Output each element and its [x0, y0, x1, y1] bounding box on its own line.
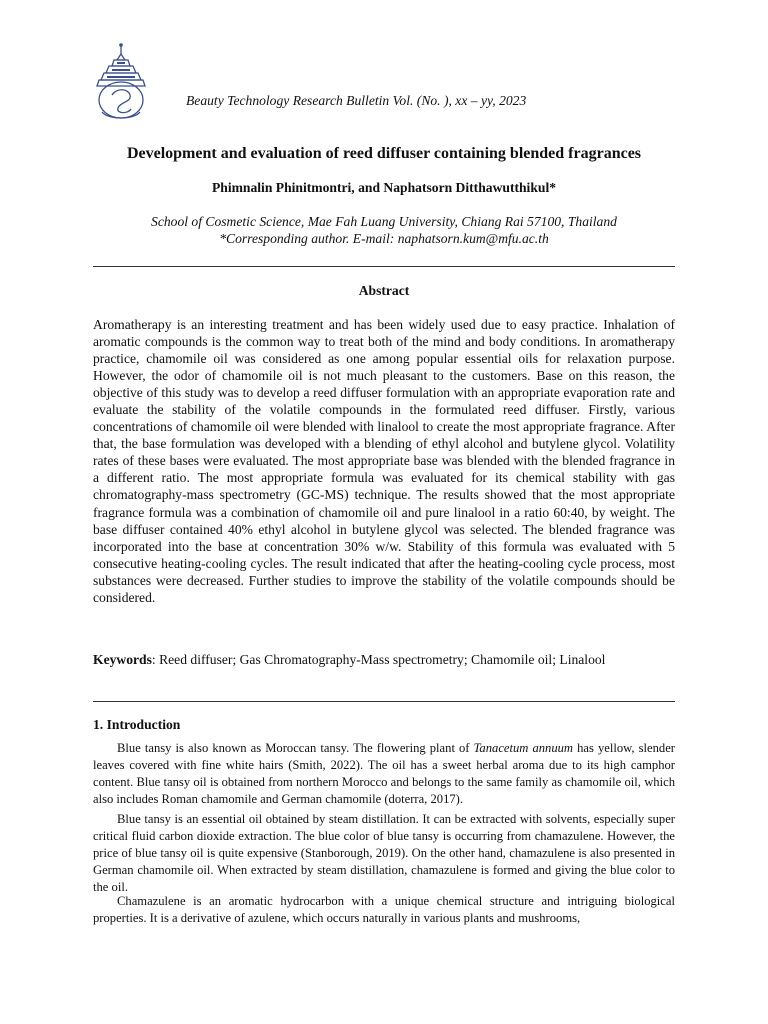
- author-list: Phimnalin Phinitmontri, and Naphatsorn Ditthawutthikul*: [211, 180, 557, 195]
- intro-paragraph-1: [93, 740, 675, 808]
- species-name: Tanacetum annuum: [473, 741, 574, 755]
- abstract-body: Aromatherapy is an interesting treatment and has been widely used due to easy practice. Inhalation of aromatic compounds is the common way to treat both of the mind and body conditions. In aromatherapy practice, chamomile oil was considered as one among popular essential oils for relaxation purpose. However, the odor of chamomile oil is not much pleasant to the customers. Base on this reason, the objective of this study was to develop a reed diffuser formulation with an appropriate evaporation rate and evaluate the stability of the volatile compounds in the formulated reed diffuser. Firstly, various concentrations of chamomile oil were blended with linalool to create the most appropriate fragrance. After that, the base formulation was developed with a blending of ethyl alcohol and butylene glycol. Volatility rates of these bases were evaluated. The most appropriate base was blended with the blended fragrance in a different ratio. The most appropriate formula was evaluated for its chemical stability with gas chromatography-mass spectrometry (GC-MS) technique. The results showed that the most appropriate fragrance formula was a combination of chamomile oil and pure linalool in a ratio 60:40, by weight. The base diffuser contained 40% ethyl alcohol in butylene glycol was selected. The blended fragrance was incorporated into the base at concentration 30% w/w. Stability of this formula was evaluated with 5 consecutive heating-cooling cycles. The result indicated that after the heating-cooling cycle process, most substances were decreased. Further studies to improve the stability of the volatile compounds should be considered.: [93, 317, 675, 605]
- intro-p1-text-a: Blue tansy is also known as Moroccan tansy. The flowering plant of: [117, 741, 474, 755]
- journal-citation: Beauty Technology Research Bulletin Vol. (No. ), xx – yy, 2023: [186, 93, 527, 108]
- keywords-text: : Reed diffuser; Gas Chromatography-Mass spectrometry; Chamomile oil; Linalool: [151, 652, 606, 667]
- header-divider: [93, 266, 675, 267]
- affiliation: School of Cosmetic Science, Mae Fah Luang University, Chiang Rai 57100, Thailand: [151, 214, 617, 229]
- university-emblem-icon: [90, 42, 152, 124]
- paper-title: Development and evaluation of reed diffuser containing blended fragrances: [126, 145, 642, 162]
- intro-p1-text-b: has yellow, slender leaves covered with fine white hairs (Smith, 2022). The oil has a sweet herbal aroma due to its high camphor content. Blue tansy oil is obtained from northern Morocco and belongs to the same family as chamomile oil, which also includes Roman chamomile and German chamomile (doterra, 2017).: [93, 741, 675, 806]
- abstract-heading: Abstract: [358, 283, 410, 298]
- intro-paragraph-2: Blue tansy is an essential oil obtained by steam distillation. It can be extracted with solvents, especially super critical fluid carbon dioxide extraction. The blue color of blue tansy is occurring from chamazulene. However, the price of blue tansy oil is quite expensive (Stanborough, 2019). On the other hand, chamazulene is also presented in German chamomile oil. When extracted by steam distillation, chamazulene is formed and giving the blue color to the oil.: [93, 812, 675, 894]
- intro-paragraph-3: Chamazulene is an aromatic hydrocarbon with a unique chemical structure and intriguing biological properties. It is a derivative of azulene, which occurs naturally in various plants and mushrooms,: [93, 894, 675, 925]
- corresponding-author: *Corresponding author. E-mail: naphatsorn.kum@mfu.ac.th: [219, 231, 549, 246]
- abstract-divider: [93, 701, 675, 702]
- keywords-label: Keywords: [93, 652, 152, 667]
- keywords: [93, 651, 633, 668]
- section-heading-introduction: 1. Introduction: [93, 717, 181, 732]
